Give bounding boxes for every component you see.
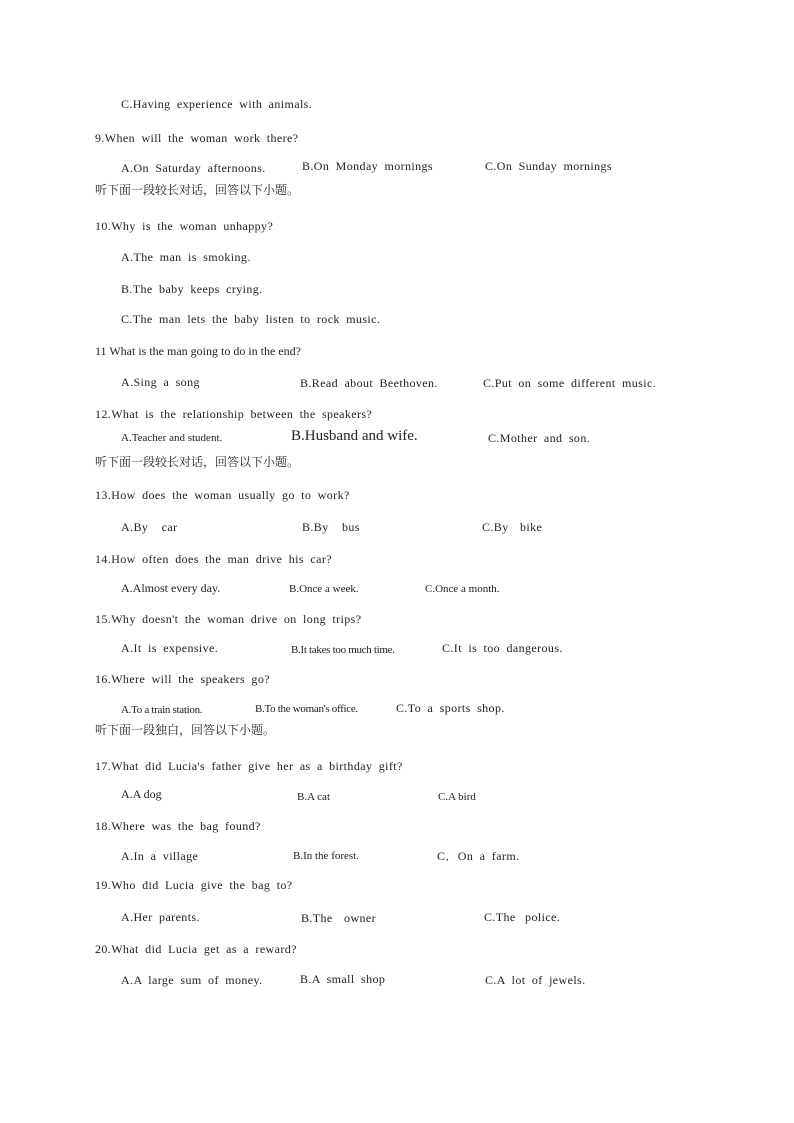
section-heading-3: 听下面一段独白，回答以下小题。: [95, 723, 276, 737]
q15-option-b: B.It takes too much time.: [291, 644, 395, 656]
q20-question: 20.What did Lucia get as a reward?: [95, 942, 297, 956]
q17-question: 17.What did Lucia's father give her as a birthday gift?: [95, 759, 403, 773]
q13-option-a: A.By car: [121, 520, 178, 534]
q17-option-a: A.A dog: [121, 787, 162, 801]
q19-option-c: C.The police.: [484, 910, 561, 924]
q18-option-c: C．On a farm.: [437, 849, 520, 863]
q19-option-b: B.The owner: [301, 911, 377, 925]
q15-question: 15.Why doesn't the woman drive on long trips?: [95, 612, 362, 626]
q12-question: 12.What is the relationship between the speakers?: [95, 407, 373, 421]
section-heading-2: 听下面一段较长对话，回答以下小题。: [95, 455, 300, 469]
q16-option-c: C.To a sports shop.: [396, 701, 505, 715]
q16-option-b: B.To the woman's office.: [255, 703, 358, 715]
q14-option-c: C.Once a month.: [425, 583, 500, 595]
q17-option-b: B.A cat: [297, 791, 330, 803]
q14-question: 14.How often does the man drive his car?: [95, 552, 332, 566]
q11-option-c: C.Put on some different music.: [483, 376, 657, 390]
q13-option-c: C.By bike: [482, 520, 543, 534]
q14-option-a: A.Almost every day.: [121, 581, 221, 595]
q19-question: 19.Who did Lucia give the bag to?: [95, 878, 293, 892]
q20-option-a: A.A large sum of money.: [121, 973, 263, 987]
q9-question: 9.When will the woman work there?: [95, 131, 299, 145]
q19-option-a: A.Her parents.: [121, 910, 200, 924]
q11-question: 11 What is the man going to do in the end?: [95, 344, 301, 358]
section-heading-1: 听下面一段较长对话，回答以下小题。: [95, 183, 300, 197]
q13-question: 13.How does the woman usually go to work?: [95, 488, 350, 502]
q16-option-a: A.To a train station.: [121, 704, 203, 716]
q10-option-c: C.The man lets the baby listen to rock music.: [121, 312, 381, 326]
q9-option-b: B.On Monday mornings: [302, 159, 433, 173]
q10-question: 10.Why is the woman unhappy?: [95, 219, 274, 233]
q13-option-b: B.By bus: [302, 520, 360, 534]
q15-option-a: A.It is expensive.: [121, 641, 219, 655]
q18-question: 18.Where was the bag found?: [95, 819, 261, 833]
q15-option-c: C.It is too dangerous.: [442, 641, 563, 655]
q18-option-b: B.In the forest.: [293, 850, 359, 862]
q11-option-a: A.Sing a song: [121, 375, 200, 389]
q14-option-b: B.Once a week.: [289, 583, 359, 595]
q17-option-c: C.A bird: [438, 791, 476, 803]
q10-option-a: A.The man is smoking.: [121, 250, 251, 264]
q9-option-a: A.On Saturday afternoons.: [121, 161, 266, 175]
q11-option-b: B.Read about Beethoven.: [300, 376, 438, 390]
q12-option-a: A.Teacher and student.: [121, 432, 223, 444]
q12-option-c: C.Mother and son.: [488, 431, 591, 445]
q8-option-c: C.Having experience with animals.: [121, 97, 313, 111]
q16-question: 16.Where will the speakers go?: [95, 672, 270, 686]
q18-option-a: A.In a village: [121, 849, 199, 863]
q9-option-c: C.On Sunday mornings: [485, 159, 613, 173]
q12-option-b: B.Husband and wife.: [291, 428, 418, 444]
q20-option-b: B.A small shop: [300, 972, 386, 986]
q20-option-c: C.A lot of jewels.: [485, 973, 586, 987]
q10-option-b: B.The baby keeps crying.: [121, 282, 263, 296]
